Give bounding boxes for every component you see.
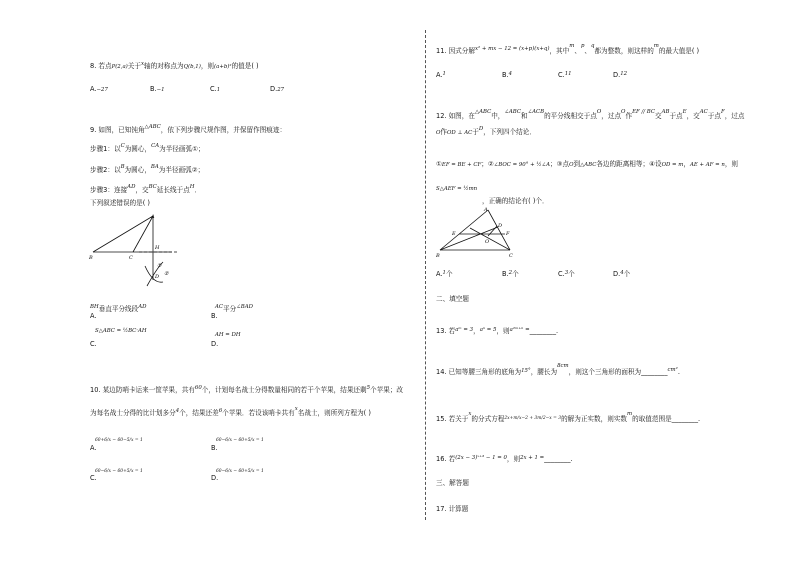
q10-option-d-label: D.: [211, 474, 219, 482]
q12-line-ab: [440, 210, 488, 250]
q9-line-ac: [133, 216, 153, 252]
q11-option-a[interactable]: A.$^1$: [436, 71, 446, 79]
q12-point-e: E: [452, 231, 456, 237]
q9-option-b-label: B.: [211, 312, 218, 320]
q11-option-b[interactable]: B.$^4$: [502, 71, 513, 79]
question-12-line-5: ，正确的结论有( )个．: [482, 197, 549, 205]
q9-option-d[interactable]: AH = DH: [215, 332, 241, 338]
q12-point-a: A: [484, 207, 488, 213]
q9-option-c-label: C.: [90, 340, 97, 348]
question-12-line-2: O作OD ⊥ AC于$^D$，下列四个结论．: [436, 126, 536, 136]
q10-option-b-label: B.: [211, 444, 218, 452]
q12-option-b[interactable]: B.$^2$个: [502, 270, 519, 278]
q8-option-c[interactable]: C.1: [210, 85, 221, 93]
question-9-stem: 9. 如图，已知钝角$^{\triangle ABC}$，依下列步骤尺规作图，并保留作图痕迹：: [90, 124, 287, 134]
q12-point-f: F: [506, 231, 510, 237]
q9-point-h: H: [155, 245, 160, 251]
q10-option-a-label: A.: [90, 444, 97, 452]
q9-option-c[interactable]: S△ABC = ½BC·AH: [95, 328, 147, 334]
q10-option-d[interactable]: 60−6/x − 60+5/x = 1: [216, 469, 264, 474]
question-15: 15. 若关于$^x$的分式方程$^{2x+m/x-2 + 3m/2-x = 3}$的解为正实数，则实数$^m$的取值范围是________.: [436, 411, 701, 423]
q8-option-a[interactable]: A.−27: [90, 85, 108, 93]
q11-option-c[interactable]: C.$^{11}$: [558, 71, 572, 79]
q9-option-a-label: A.: [90, 312, 97, 320]
q9-step-2: 步骤2：以$^B$为圆心，$^{BA}$为半径画弧②；: [90, 164, 205, 174]
question-11-stem: 11. 因式分解$^{x^2 + mx - 12 = (x+p)(x+q)}$，其中$^m$、$^p$、$^q$都为整数，则这样的$^m$的最大值是( ): [436, 43, 700, 55]
q9-option-a[interactable]: $^{BH}$垂直平分线段$^{AD}$: [90, 304, 147, 313]
q8-option-b[interactable]: B.−1: [150, 85, 165, 93]
question-16: 16. 若$^{(2x - 3)ˣ^{+3} - 1 = 0}$，则$^{2x + 1 =}$________.: [436, 455, 573, 463]
q12-option-c[interactable]: C.$^3$个: [558, 270, 575, 278]
q9-prompt: 下列叙述错误的是( ): [90, 199, 150, 207]
q10-option-c[interactable]: 60−6/x − 60+5/x = 1: [95, 469, 143, 474]
q12-option-a[interactable]: A.$^1$个: [436, 270, 453, 278]
q9-point-a: A: [151, 214, 155, 220]
q12-point-b: B: [436, 253, 440, 259]
q12-option-d[interactable]: D.$^4$个: [613, 270, 631, 278]
question-10-line-2: 为每名战士分得的比计划多分$^4$个，结果还差$^6$个苹果．若设该哨卡共有$^x$名战士，则所列方程为( ): [90, 406, 371, 417]
q9-figure: [85, 210, 185, 290]
q12-point-c: C: [509, 253, 513, 259]
q9-point-d: D: [155, 274, 160, 280]
column-divider: [425, 30, 426, 520]
q9-point-c: C: [129, 255, 133, 261]
q9-point-b: B: [89, 255, 93, 261]
q9-option-b[interactable]: $^{AC}$平分$^{\angle BAD}$: [215, 304, 253, 313]
q10-option-b[interactable]: 60−6/x − 60+5/x = 1: [216, 438, 264, 443]
question-17: 17. 计算题: [436, 505, 469, 513]
q10-option-c-label: C.: [90, 474, 97, 482]
question-12-line-4: S△AEF = ½mn: [436, 186, 478, 192]
section-answer-heading: 三、解答题: [436, 479, 469, 487]
q9-step-1: 步骤1：以$^C$为圆心，$^{CA}$为半径画弧①；: [90, 143, 205, 153]
q8-option-d[interactable]: D.27: [270, 85, 285, 93]
question-8-stem: 8. 若点P(2,a)关于$^x$轴的对称点为Q(b,1)，则(a+b)²的值是( ): [90, 61, 259, 70]
q12-point-o: O: [485, 239, 490, 245]
q9-step-3: 步骤3：连接$^{AD}$，交$^{BC}$延长线于点$^H$．: [90, 184, 202, 194]
q9-option-d-label: D.: [211, 340, 219, 348]
q10-option-a[interactable]: 60+6/x − 60−5/x = 1: [95, 438, 143, 443]
q9-arc-2-label: ②: [164, 271, 169, 277]
q12-point-d: D: [498, 223, 503, 229]
q9-arc-1-label: ①: [157, 263, 162, 269]
q12-line-od: [488, 226, 497, 236]
question-10-line-1: 10. 某边防哨卡运来一筐苹果，共有$^{60}$个，计划每名战士分得数量相同的若干个苹果，结果还剩$^5$个苹果；改: [90, 385, 404, 394]
section-fill-in-heading: 二、填空题: [436, 295, 469, 303]
question-13: 13. 若$^{aᵐ = 3}$，$^{a^n = 5}$，则$^{a^2ᵐ^{+n} =}$________.: [436, 327, 559, 335]
question-12-line-3: ①EF = BE + CF；②∠BOC = 90° + ½∠A；③点O到△ABC各边的距离相等；④设OD = m，AE + AF = n，则: [436, 160, 738, 168]
q9-line-ab: [93, 216, 153, 252]
q12-figure: [436, 204, 526, 262]
q11-option-d[interactable]: D.$^{12}$: [613, 71, 628, 79]
question-12-line-1: 12. 如图，在$^{\triangle ABC}$中，$^{\angle ABC}$和$^{\angle ACB}$的平分线相交于点$^O$，过点$^O$作$^{EF // BC}$交$^{AB}$于点$^E$，交$^{AC}$于点$^F$，过点: [436, 109, 745, 120]
question-14: 14. 已知等腰三角形的底角为$^{15^\circ}$，腰长为$^{8cm}$，则这个三角形的面积为________$^{cm^2}$.: [436, 363, 680, 376]
